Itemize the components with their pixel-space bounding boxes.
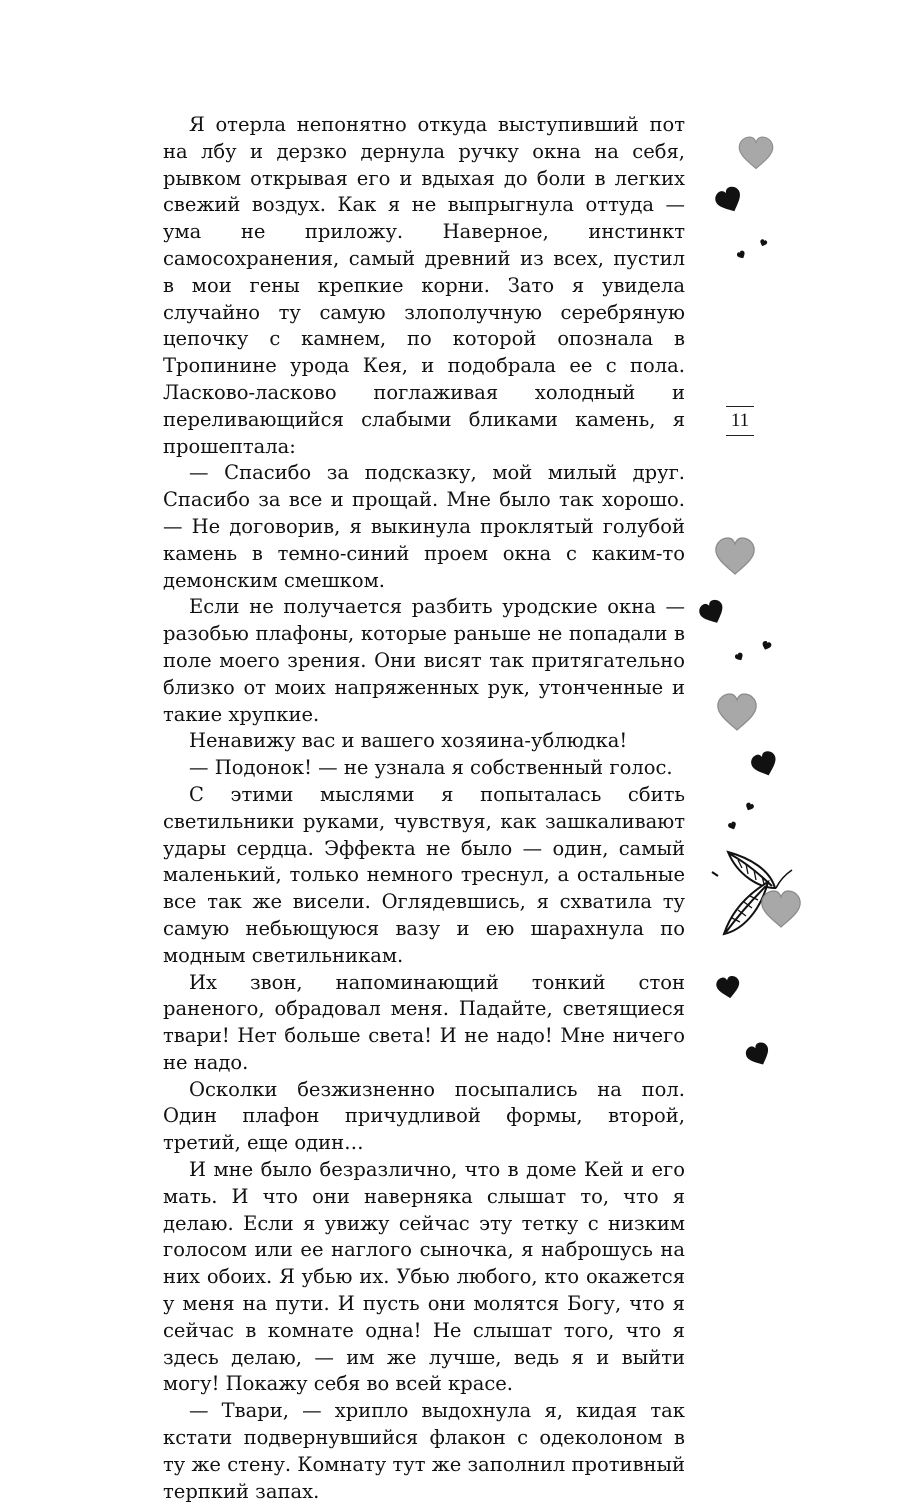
paragraph: Я отерла непонятно откуда выступивший пот на лбу и дерзко дернула ручку окна на себя, рывком открывая его и вдыхая до боли в легких свежий воздух. Как я не выпрыгнула оттуда — ума не приложу. Наверное, инстинкт самосохранения, самый древний из всех, пустил в мои гены крепкие корни. Зато я увидела случайно ту самую злополучную серебряную цепочку с камнем, по которой опознала в Тропинине урода Кея, и подобрала ее с пола. Ласково-ласково поглаживая холодный и переливающийся слабыми бликами камень, я прошептала: xyxy=(163,113,685,458)
heart-icon xyxy=(762,891,800,927)
paragraph: — Спасибо за подсказку, мой милый друг. Спасибо за все и прощай. Мне было так хорошо. — Не договорив, я выкинула проклятый голубой камень в темно-синий проем окна с каким-то демонским смешком. xyxy=(163,461,685,592)
paragraph: — Подонок! — не узнала я собственный голос. xyxy=(189,756,673,780)
heart-icon xyxy=(716,538,754,574)
body-text xyxy=(163,112,685,1505)
heart-icon xyxy=(749,749,780,780)
heart-icon xyxy=(715,975,741,1000)
paragraph: Осколки безжизненно посыпались на пол. Один плафон причудливой формы, второй, третий, еще один… xyxy=(163,1077,685,1155)
paragraph: Если не получается разбить уродские окна — разобью плафоны, которые раньше не попадали в поле моего зрения. Они висят так притягательно близко от моих напряженных рук, утонченные и такие хрупкие. xyxy=(163,595,685,726)
heart-icon xyxy=(744,802,754,812)
heart-icon xyxy=(739,137,773,169)
heart-icon xyxy=(727,821,737,831)
paragraph: Их звон, напоминающий тонкий стон раненого, обрадовал меня. Падайте, светящиеся твари! Нет больше света! И не надо! Мне ничего не надо. xyxy=(163,970,685,1074)
page-number: 11 xyxy=(726,406,754,436)
paragraph: И мне было безразлично, что в доме Кей и его мать. И что они наверняка слышат то, что я делаю. Если я увижу сейчас эту тетку с низким голосом или ее наглого сыночка, я наброшусь на них обоих. Я убью их. Убью любого, кто окажется у меня на пути. И пусть они молятся Богу, что я сейчас в комнате одна! Не слышат того, что я здесь делаю, — им же лучше, ведь я и выйти могу! Покажу себя во всей красе. xyxy=(163,1158,685,1396)
paragraph: Ненавижу вас и вашего хозяина-ублюдка! xyxy=(189,729,628,753)
leaf-icon xyxy=(712,852,792,934)
paragraph: — Твари, — хрипло выдохнула я, кидая так кстати подвернувшийся флакон с одеколоном в ту же стену. Комнату тут же заполнил противный терпкий запах. xyxy=(163,1399,685,1503)
paragraph: С этими мыслями я попыталась сбить светильники руками, чувствуя, как зашкаливают удары сердца. Эффекта не было — один, самый маленький, только немного треснул, а остальные все так же висели. Оглядевшись, я схватила ту самую небьющуюся вазу и ею шарахнула по модным светильникам. xyxy=(163,782,685,967)
heart-icon xyxy=(713,184,746,217)
heart-icon xyxy=(697,597,728,628)
heart-icon xyxy=(743,1040,773,1069)
heart-icon xyxy=(761,640,772,651)
heart-icon xyxy=(734,652,745,662)
heart-icon xyxy=(718,694,756,730)
heart-icon xyxy=(759,239,768,248)
heart-icon xyxy=(736,250,747,260)
